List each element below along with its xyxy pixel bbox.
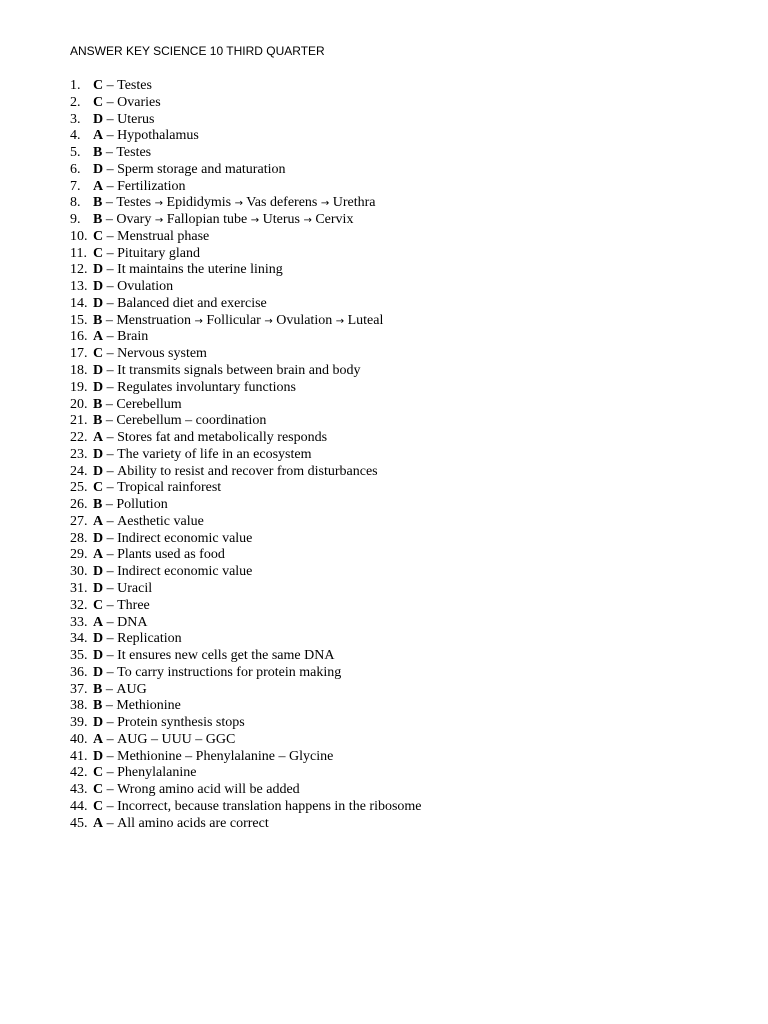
answer-letter: B xyxy=(93,497,103,513)
answer-letter: C xyxy=(93,765,104,781)
answer-number: 38. xyxy=(70,698,88,714)
answer-item xyxy=(70,799,422,816)
answer-item xyxy=(70,631,422,648)
answer-letter: A xyxy=(93,815,104,831)
answer-letter: D xyxy=(93,262,104,278)
answer-separator: – xyxy=(103,547,118,563)
answer-item xyxy=(70,229,422,246)
answer-number: 33. xyxy=(70,614,88,630)
answer-item xyxy=(70,162,422,179)
answer-number: 43. xyxy=(70,782,88,798)
arrow-icon: → xyxy=(335,315,345,327)
arrow-icon: → xyxy=(303,215,312,227)
answer-number: 12. xyxy=(70,262,88,278)
arrow-icon: → xyxy=(264,315,273,327)
arrow-icon: → xyxy=(194,315,203,327)
answer-letter: C xyxy=(93,245,104,261)
answer-text: Indirect economic value xyxy=(117,530,253,546)
answer-number: 34. xyxy=(70,631,88,647)
answer-letter: A xyxy=(93,329,104,345)
answer-text: Brain xyxy=(117,329,149,345)
answer-letter: C xyxy=(93,346,104,362)
answer-number: 22. xyxy=(70,430,88,446)
answer-separator: – xyxy=(103,446,118,462)
answer-separator: – xyxy=(103,815,118,831)
answer-separator: – xyxy=(103,664,118,680)
answer-separator: – xyxy=(103,161,118,177)
answer-number: 25. xyxy=(70,480,88,496)
answer-text: Cerebellum xyxy=(116,396,182,412)
answer-number: 11. xyxy=(70,245,87,261)
answer-item xyxy=(70,212,422,229)
answer-number: 3. xyxy=(70,111,81,127)
answer-letter: D xyxy=(93,530,104,546)
answer-text: Testes → Epididymis → Vas deferens → Urethra xyxy=(116,195,376,211)
answer-text: AUG – UUU – GGC xyxy=(117,731,236,747)
answer-text: DNA xyxy=(117,614,148,630)
answer-number: 45. xyxy=(70,815,88,831)
arrow-icon: → xyxy=(154,215,164,227)
answer-item xyxy=(70,816,422,833)
answer-number: 40. xyxy=(70,731,88,747)
document-title: ANSWER KEY SCIENCE 10 THIRD QUARTER xyxy=(70,44,325,58)
answer-separator: – xyxy=(103,329,118,345)
answer-separator: – xyxy=(102,396,117,412)
answer-separator: – xyxy=(102,497,117,513)
answer-letter: C xyxy=(93,798,104,814)
answer-separator: – xyxy=(103,530,118,546)
answer-letter: D xyxy=(93,648,104,664)
answer-text: Balanced diet and exercise xyxy=(117,295,267,311)
answer-number: 42. xyxy=(70,765,88,781)
answer-separator: – xyxy=(103,463,118,479)
answer-item xyxy=(70,765,422,782)
answer-item xyxy=(70,262,422,279)
answer-number: 36. xyxy=(70,664,88,680)
arrow-icon: → xyxy=(234,198,243,210)
answer-separator: – xyxy=(103,564,118,580)
answer-item xyxy=(70,581,422,598)
answer-item xyxy=(70,112,422,129)
arrow-icon: → xyxy=(320,198,330,210)
answer-text: Ovary → Fallopian tube → Uterus → Cervix xyxy=(116,212,354,228)
answer-number: 21. xyxy=(70,413,88,429)
answer-item xyxy=(70,531,422,548)
answer-letter: A xyxy=(93,547,104,563)
answer-separator: – xyxy=(103,346,118,362)
answer-number: 15. xyxy=(70,312,88,328)
answer-text: Methionine – Phenylalanine – Glycine xyxy=(117,748,334,764)
answer-letter: C xyxy=(93,597,104,613)
answer-letter: B xyxy=(93,212,103,228)
answer-letter: D xyxy=(93,446,104,462)
answer-text: Menstrual phase xyxy=(117,228,210,244)
answer-item xyxy=(70,78,422,95)
answer-item xyxy=(70,464,422,481)
answer-separator: – xyxy=(103,111,118,127)
answer-number: 14. xyxy=(70,295,88,311)
answer-item xyxy=(70,195,422,212)
answer-text: Wrong amino acid will be added xyxy=(117,782,300,798)
answer-letter: D xyxy=(93,111,104,127)
answer-item xyxy=(70,648,422,665)
answer-letter: B xyxy=(93,145,103,161)
answer-separator: – xyxy=(103,782,118,798)
answer-item xyxy=(70,128,422,145)
answer-item xyxy=(70,547,422,564)
answer-separator: – xyxy=(102,413,117,429)
answer-letter: A xyxy=(93,430,104,446)
answer-text: Fertilization xyxy=(117,178,186,194)
answer-text: Protein synthesis stops xyxy=(117,715,245,731)
answer-separator: – xyxy=(103,78,118,93)
answer-separator: – xyxy=(102,698,117,714)
answer-letter: D xyxy=(93,279,104,295)
answer-separator: – xyxy=(103,798,118,814)
answer-letter: D xyxy=(93,631,104,647)
answer-separator: – xyxy=(103,715,118,731)
answer-number: 7. xyxy=(70,178,81,194)
answer-item xyxy=(70,363,422,380)
answer-text: The variety of life in an ecosystem xyxy=(117,446,312,462)
answer-letter: D xyxy=(93,580,104,596)
answer-text: Plants used as food xyxy=(117,547,225,563)
answer-text: Tropical rainforest xyxy=(117,480,222,496)
answer-item xyxy=(70,313,422,330)
answer-text: Three xyxy=(117,597,150,613)
answer-number: 17. xyxy=(70,346,88,362)
answer-text: Nervous system xyxy=(117,346,207,362)
answer-letter: B xyxy=(93,681,103,697)
answer-separator: – xyxy=(103,765,118,781)
answer-letter: D xyxy=(93,161,104,177)
answer-separator: – xyxy=(103,580,118,596)
answer-item xyxy=(70,749,422,766)
answer-list xyxy=(70,78,422,832)
answer-separator: – xyxy=(103,279,118,295)
answer-letter: B xyxy=(93,396,103,412)
answer-separator: – xyxy=(102,212,117,228)
answer-number: 4. xyxy=(70,128,81,144)
answer-number: 10. xyxy=(70,228,88,244)
answer-text: Hypothalamus xyxy=(117,128,199,144)
answer-text: Sperm storage and maturation xyxy=(117,161,286,177)
answer-letter: A xyxy=(93,178,104,194)
answer-separator: – xyxy=(103,480,118,496)
answer-text: Pollution xyxy=(116,497,168,513)
answer-letter: A xyxy=(93,731,104,747)
answer-number: 41. xyxy=(70,748,88,764)
answer-separator: – xyxy=(102,195,117,211)
answer-item xyxy=(70,480,422,497)
answer-item xyxy=(70,296,422,313)
answer-item xyxy=(70,715,422,732)
answer-number: 5. xyxy=(70,145,81,161)
answer-separator: – xyxy=(103,245,118,261)
answer-text: Cerebellum – coordination xyxy=(116,413,267,429)
answer-item xyxy=(70,564,422,581)
answer-letter: C xyxy=(93,480,104,496)
answer-letter: C xyxy=(93,228,104,244)
answer-separator: – xyxy=(102,312,117,328)
answer-number: 31. xyxy=(70,580,88,596)
answer-number: 26. xyxy=(70,497,88,513)
answer-letter: A xyxy=(93,614,104,630)
answer-item xyxy=(70,346,422,363)
arrow-icon: → xyxy=(250,215,260,227)
answer-text: Ability to resist and recover from disturbances xyxy=(117,463,378,479)
answer-item xyxy=(70,598,422,615)
answer-letter: B xyxy=(93,312,103,328)
answer-item xyxy=(70,682,422,699)
answer-number: 27. xyxy=(70,513,88,529)
answer-letter: D xyxy=(93,379,104,395)
answer-separator: – xyxy=(103,94,118,110)
answer-letter: D xyxy=(93,564,104,580)
answer-text: Phenylalanine xyxy=(117,765,197,781)
answer-text: It ensures new cells get the same DNA xyxy=(117,648,335,664)
answer-text: Replication xyxy=(117,631,182,647)
answer-text: Regulates involuntary functions xyxy=(117,379,296,395)
answer-letter: B xyxy=(93,195,103,211)
answer-letter: D xyxy=(93,748,104,764)
answer-separator: – xyxy=(103,614,118,630)
answer-item xyxy=(70,95,422,112)
answer-item xyxy=(70,514,422,531)
arrow-icon: → xyxy=(154,198,164,210)
answer-number: 16. xyxy=(70,329,88,345)
answer-item xyxy=(70,665,422,682)
answer-letter: C xyxy=(93,78,104,93)
answer-item xyxy=(70,279,422,296)
answer-separator: – xyxy=(103,631,118,647)
answer-number: 37. xyxy=(70,681,88,697)
answer-text: Stores fat and metabolically responds xyxy=(117,430,328,446)
answer-text: Methionine xyxy=(116,698,181,714)
answer-separator: – xyxy=(103,178,118,194)
answer-text: Ovulation xyxy=(117,279,174,295)
answer-number: 44. xyxy=(70,798,88,814)
answer-letter: D xyxy=(93,295,104,311)
answer-text: Uracil xyxy=(117,580,153,596)
answer-number: 29. xyxy=(70,547,88,563)
answer-letter: D xyxy=(93,463,104,479)
answer-item xyxy=(70,246,422,263)
answer-text: It transmits signals between brain and body xyxy=(117,363,361,379)
answer-number: 1. xyxy=(70,78,81,93)
answer-separator: – xyxy=(103,262,118,278)
answer-text: AUG xyxy=(116,681,147,697)
answer-text: Testes xyxy=(117,78,152,93)
answer-letter: B xyxy=(93,413,103,429)
answer-number: 8. xyxy=(70,195,81,211)
answer-number: 30. xyxy=(70,564,88,580)
answer-letter: C xyxy=(93,94,104,110)
answer-separator: – xyxy=(103,128,118,144)
answer-number: 39. xyxy=(70,715,88,731)
answer-separator: – xyxy=(103,295,118,311)
answer-separator: – xyxy=(103,379,118,395)
answer-letter: A xyxy=(93,128,104,144)
answer-separator: – xyxy=(103,648,118,664)
answer-separator: – xyxy=(103,748,118,764)
answer-number: 9. xyxy=(70,212,81,228)
answer-item xyxy=(70,413,422,430)
answer-number: 32. xyxy=(70,597,88,613)
answer-separator: – xyxy=(103,731,118,747)
answer-letter: D xyxy=(93,715,104,731)
answer-text: Pituitary gland xyxy=(117,245,200,261)
answer-separator: – xyxy=(103,228,118,244)
answer-text: Incorrect, because translation happens in the ribosome xyxy=(117,798,422,814)
answer-letter: D xyxy=(93,664,104,680)
answer-separator: – xyxy=(103,513,118,529)
answer-item xyxy=(70,145,422,162)
answer-number: 24. xyxy=(70,463,88,479)
answer-item xyxy=(70,615,422,632)
answer-letter: B xyxy=(93,698,103,714)
answer-text: Menstruation → Follicular → Ovulation → Luteal xyxy=(116,312,384,328)
answer-number: 35. xyxy=(70,648,88,664)
answer-text: Ovaries xyxy=(117,94,161,110)
answer-item xyxy=(70,497,422,514)
answer-item xyxy=(70,430,422,447)
answer-letter: A xyxy=(93,513,104,529)
answer-letter: C xyxy=(93,782,104,798)
answer-number: 13. xyxy=(70,279,88,295)
answer-number: 19. xyxy=(70,379,88,395)
answer-separator: – xyxy=(103,363,118,379)
answer-separator: – xyxy=(103,597,118,613)
answer-item xyxy=(70,397,422,414)
answer-item xyxy=(70,179,422,196)
answer-letter: D xyxy=(93,363,104,379)
answer-text: Indirect economic value xyxy=(117,564,253,580)
answer-text: It maintains the uterine lining xyxy=(117,262,283,278)
answer-item xyxy=(70,732,422,749)
answer-item xyxy=(70,698,422,715)
answer-separator: – xyxy=(102,681,117,697)
answer-text: Uterus xyxy=(117,111,155,127)
answer-separator: – xyxy=(103,430,118,446)
answer-item xyxy=(70,447,422,464)
answer-item xyxy=(70,782,422,799)
answer-number: 18. xyxy=(70,363,88,379)
answer-text: All amino acids are correct xyxy=(117,815,269,831)
answer-text: Aesthetic value xyxy=(117,513,204,529)
answer-number: 23. xyxy=(70,446,88,462)
answer-text: To carry instructions for protein making xyxy=(117,664,342,680)
answer-number: 20. xyxy=(70,396,88,412)
answer-item xyxy=(70,380,422,397)
answer-number: 6. xyxy=(70,161,81,177)
answer-number: 28. xyxy=(70,530,88,546)
answer-text: Testes xyxy=(116,145,152,161)
answer-item xyxy=(70,329,422,346)
answer-separator: – xyxy=(102,145,117,161)
answer-number: 2. xyxy=(70,94,81,110)
